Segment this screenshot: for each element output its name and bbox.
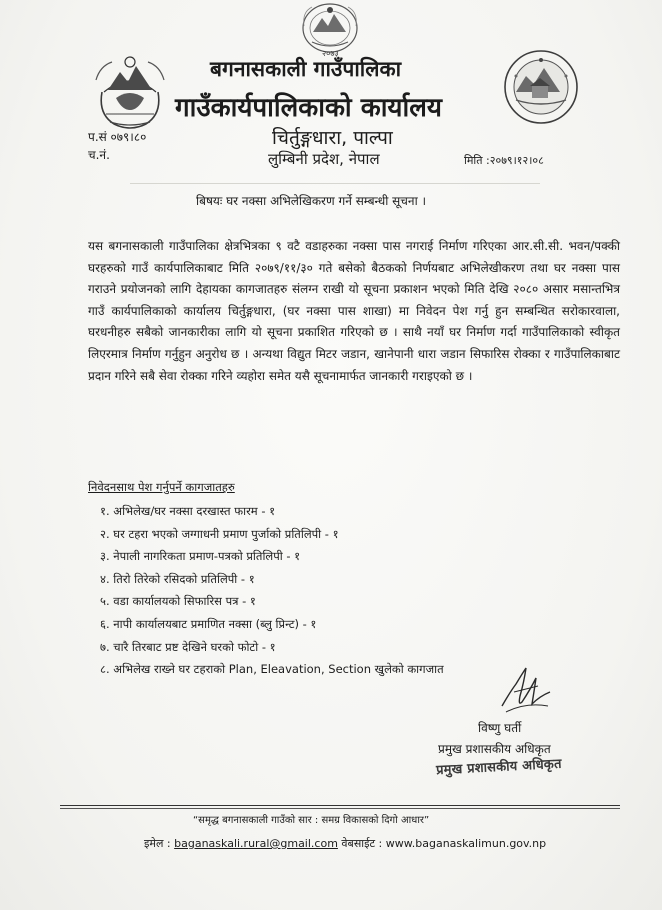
- header-divider: [130, 183, 540, 184]
- office-province: लुम्बिनी प्रदेश, नेपाल: [268, 150, 380, 168]
- reference-number: प.सं ०७९।८०: [88, 130, 147, 144]
- list-item: ४. तिरो तिरेको रसिदको प्रतिलिपी - १: [100, 571, 255, 586]
- list-item: ८. अभिलेख राख्ने घर टहराको Plan, Eleavation, Section खुलेको कागजात: [100, 662, 444, 677]
- dispatch-number: च.नं.: [88, 148, 110, 162]
- footer-contact: [144, 836, 546, 851]
- documents-heading: निवेदनसाथ पेश गर्नुपर्ने कागजातहरु: [88, 480, 235, 494]
- notice-subject: बिषयः घर नक्सा अभिलेखिकरण गर्ने सम्बन्धी सूचना ।: [196, 194, 427, 208]
- list-item: ६. नापी कार्यालयबाट प्रमाणित नक्सा (ब्लु प्रिन्ट) - १: [100, 616, 317, 631]
- office-name: गाउँकार्यपालिकाको कार्यालय: [175, 93, 442, 123]
- list-item: २. घर टहरा भएको जग्गाधनी प्रमाण पुर्जाको प्रतिलिपी - १: [100, 526, 339, 541]
- footer-slogan: “समृद्ध बगनासकाली गाउँको सार : समग्र विकासको दिगो आधार”: [193, 815, 430, 826]
- signatory-name: विष्णु घर्ती: [478, 721, 522, 735]
- nepal-emblem-icon: [94, 52, 166, 132]
- notice-body: यस बगनासकाली गाउँपालिका क्षेत्रभित्रका ९ वटै वडाहरुका नक्सा पास नगराई निर्माण गरिएका आर.सी.सी. भवन/पक्की घरहरुको गाउँ कार्यपालिकाबाट मिति २०७९/११/३० गते बसेको बैठकको निर्णयबाट अभिलेखीकरण तथा घर नक्सा पास गराउने प्रयोजनको लागि देहायका कागजातहरु संलग्न राखी यो सूचना प्रकाशन भएको मिति देखि २०८० असार मसान्तभित्र गाउँ कार्यपालिकाको कार्यालय चिर्तुङ्गधारा, (घर नक्सा पास शाखा) मा निवेदन पेश गर्नु हुन सम्बन्धित सरोकारवाला, घरधनीहरु सबैको जानकारीका लागि यो सूचना प्रकाशित गरिएको छ । साथै नयाँ घर निर्माण गर्दा गाउँपालिकाको स्वीकृत लिएरमात्र निर्माण गर्नुहुन अनुरोध छ । अन्यथा विद्युत मिटर जडान, खानेपानी धारा जडान सिफारिस रोक्का र गाउँपालिकाबाट प्रदान गरिने सबै सेवा रोक्का गरिने व्यहोरा समेत यसै सूचनामार्फत जानकारी गराइएको छ ।: [88, 239, 620, 383]
- official-stamp: प्रमुख प्रशासकीय अधिकृत: [435, 756, 563, 779]
- signatory-title: प्रमुख प्रशासकीय अधिकृत: [438, 742, 551, 756]
- list-item: १. अभिलेख/घर नक्सा दरखास्त फारम - १: [100, 504, 276, 518]
- website-link[interactable]: www.baganaskalimun.gov.np: [385, 837, 547, 850]
- office-location: चिर्तुङ्गधारा, पाल्पा: [272, 127, 393, 149]
- municipality-name: बगनासकाली गाउँपालिका: [210, 57, 402, 81]
- municipality-logo-icon: [502, 48, 580, 126]
- footer-rule: [60, 805, 620, 806]
- list-item: ७. चारै तिरबाट प्रष्ट देखिने घरको फोटो - १: [100, 639, 276, 654]
- website-label: वेबसाईट :: [341, 837, 383, 850]
- list-item: ५. वडा कार्यालयको सिफारिस पत्र - १: [100, 594, 256, 609]
- email-label: इमेल :: [144, 837, 171, 850]
- letter-date: मिति :२०७९।१२।०८: [464, 154, 544, 167]
- logo-year: २०७३: [322, 49, 339, 58]
- footer-rule-thin: [60, 808, 620, 809]
- email-link[interactable]: baganaskali.rural@gmail.com: [174, 837, 338, 850]
- handwritten-signature: [496, 662, 556, 718]
- documents-list: [100, 500, 444, 681]
- list-item: ३. नेपाली नागरिकता प्रमाण-पत्रको प्रतिलिपी - १: [100, 549, 301, 564]
